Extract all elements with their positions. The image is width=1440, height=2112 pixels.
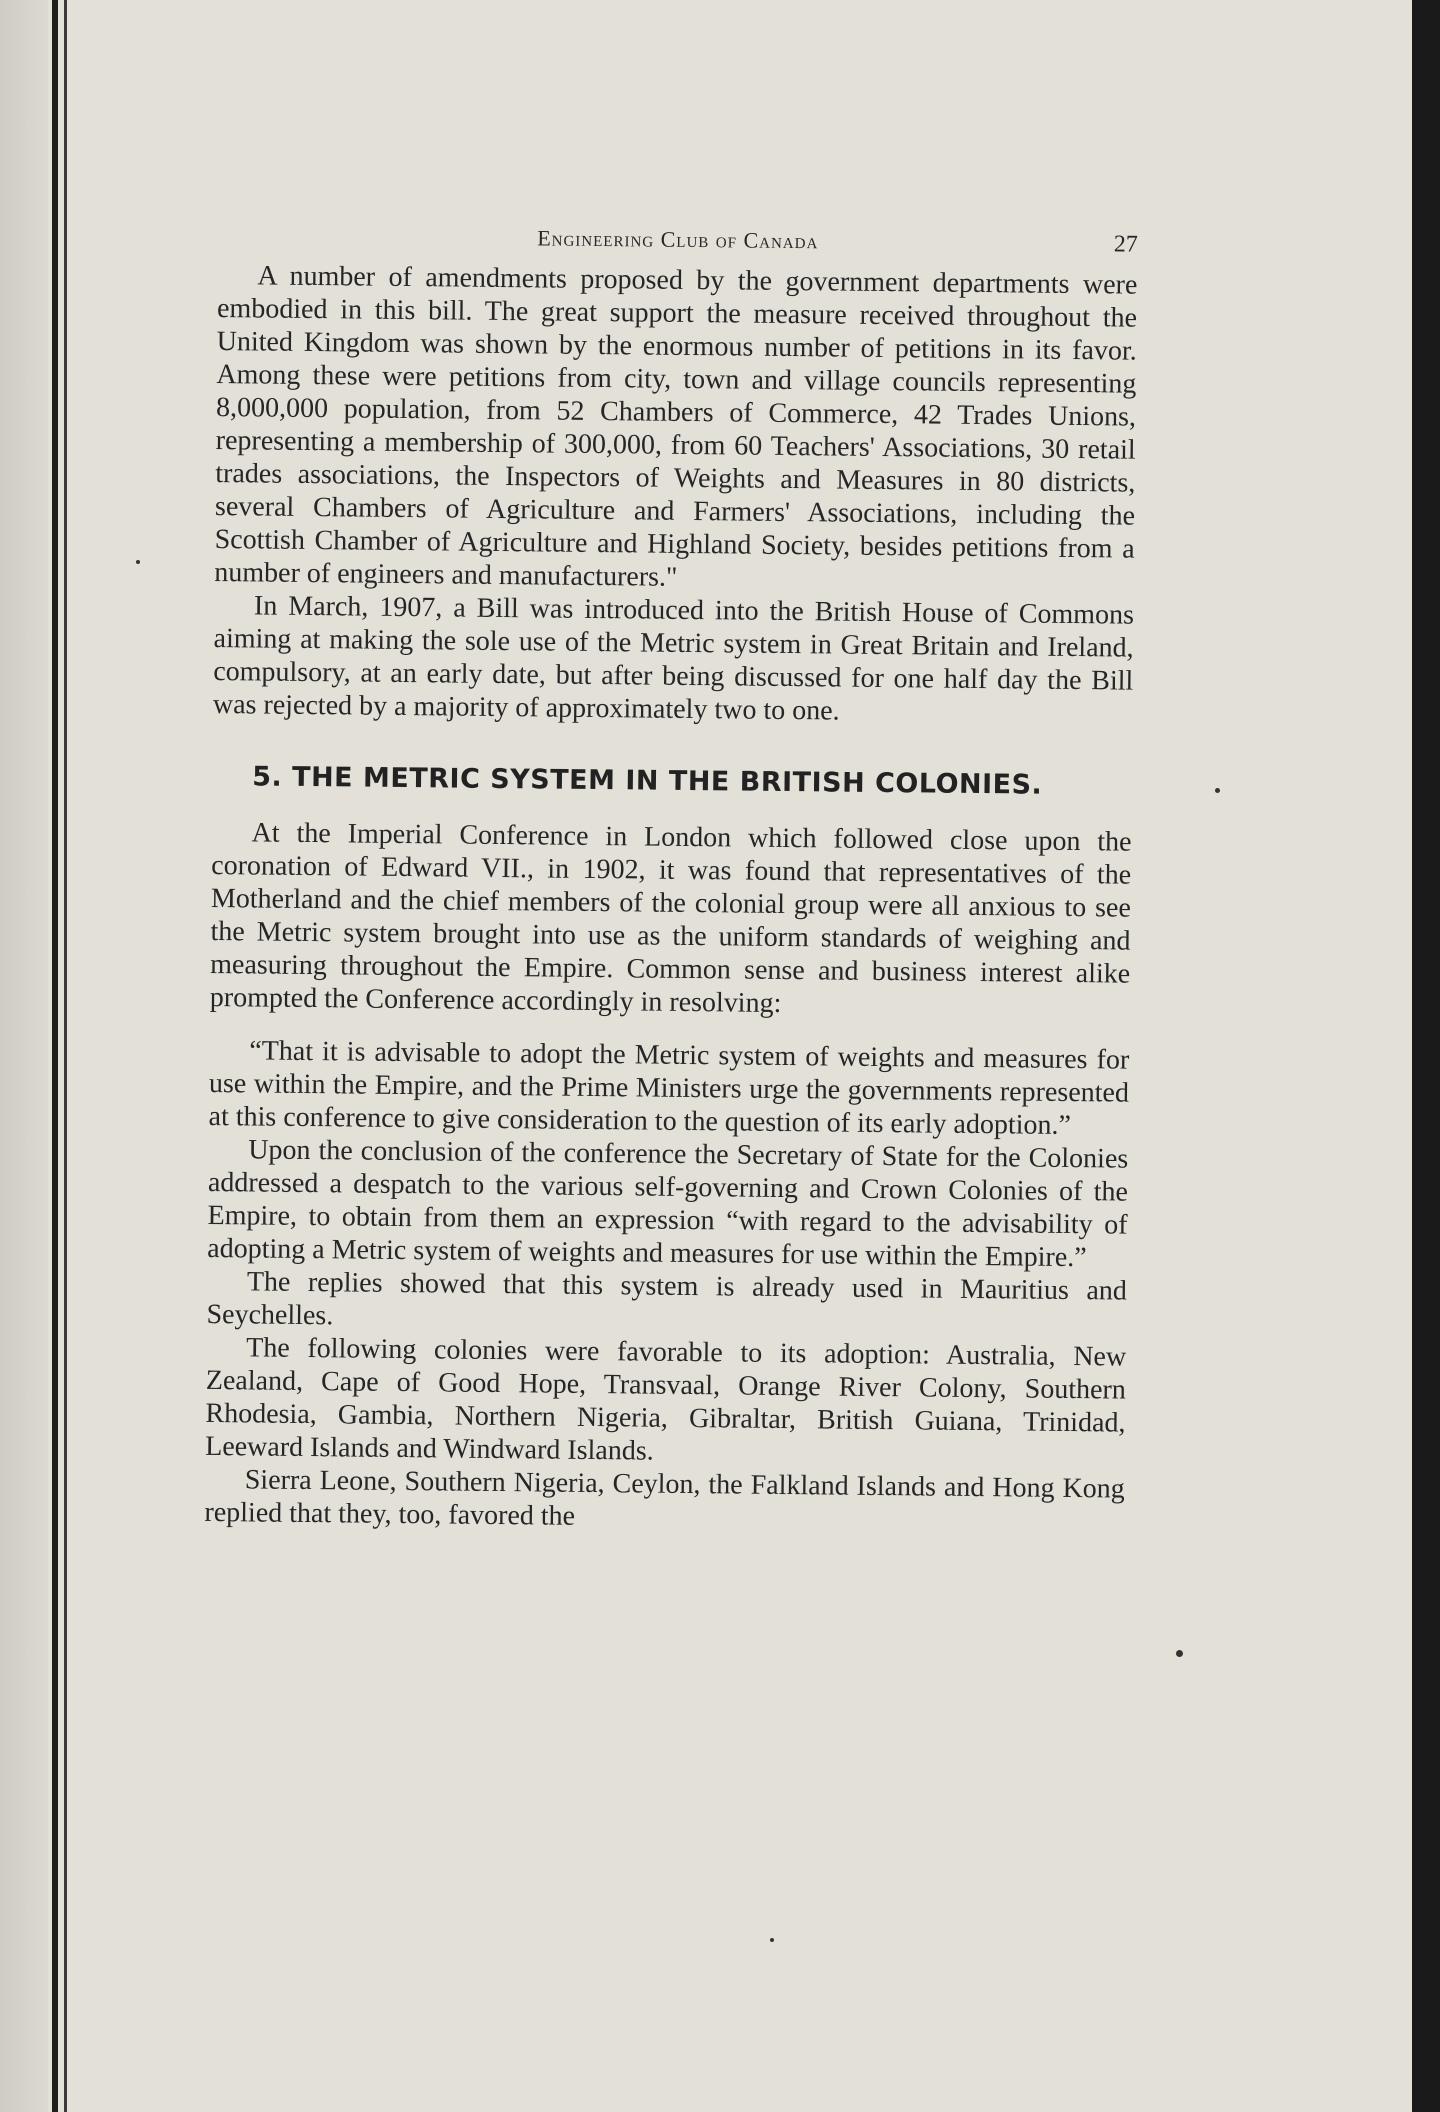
page-text (204, 222, 1138, 1539)
paragraph: At the Imperial Conference in London which followed close upon the coronation of Edward VII., in 1902, it was found that representatives of the Motherland and the chief members of the colonial group were all anxious to see the Metric system brought into use as the uniform standards of weighing and measuring throughout the Empire. Common sense and business interest alike prompted the Conference accordingly in resolving: (209, 817, 1132, 1019)
scan-speck (136, 560, 140, 564)
running-title: Engineering Club of Canada (537, 225, 819, 254)
binding-edge-line (52, 0, 58, 2112)
binding-shadow (0, 0, 48, 2112)
section-heading: 5. THE METRIC SYSTEM IN THE BRITISH COLONIES. (252, 761, 1043, 801)
scan-speck (770, 1938, 774, 1942)
running-head (218, 222, 1138, 259)
paragraph: In March, 1907, a Bill was introduced into the British House of Commons aiming at making the sole use of the Metric system in Great Britain and Ireland, compulsory, at an early date, but after being discussed for one half day the Bill was rejected by a majority of approximately two to one. (212, 590, 1135, 727)
paragraph: Sierra Leone, Southern Nigeria, Ceylon, the Falkland Islands and Hong Kong replied that they, too, favored the (204, 1464, 1125, 1532)
quoted-resolution: “That it is advisable to adopt the Metric system of weights and measures for use within the Empire, and the Prime Ministers urge the governments represented at this conference to give consideration to the question of its early adoption.” (208, 1035, 1130, 1141)
binding-edge-line-secondary (64, 0, 67, 2112)
paragraph: A number of amendments proposed by the government departments were embodied in this bill. The great support the measure received throughout the United Kingdom was shown by the enormous number of petitions in its favor. Among these were petitions from city, town and village councils representing 8,000,000 population, from 52 Chambers of Commerce, 42 Trades Unions, representing a membership of 300,000, from 60 Teachers' Associations, 30 retail trades associations, the Inspectors of Weights and Measures in 80 districts, several Chambers of Agriculture and Farmers' Associations, including the Scottish Chamber of Agriculture and Highland Society, besides petitions from a number of engineers and manufacturers." (214, 260, 1138, 593)
scan-speck (1176, 1650, 1183, 1657)
page-number: 27 (1113, 231, 1138, 258)
paragraph: The following colonies were favorable to its adoption: Australia, New Zealand, Cape of Good Hope, Transvaal, Orange River Colony, Southern Rhodesia, Gambia, Northern Nigeria, Gibraltar, British Guiana, Trinidad, Leeward Islands and Windward Islands. (205, 1332, 1127, 1467)
paragraph: The replies showed that this system is already used in Mauritius and Seychelles. (206, 1266, 1128, 1332)
scan-speck (1215, 788, 1220, 793)
paragraph: Upon the conclusion of the conference the Secretary of State for the Colonies addressed a despatch to the various self-governing and Crown Colonies of the Empire, to obtain from them an expression “with regard to the advisability of adopting a Metric system of weights and measures for use within the Empire.” (207, 1134, 1129, 1274)
